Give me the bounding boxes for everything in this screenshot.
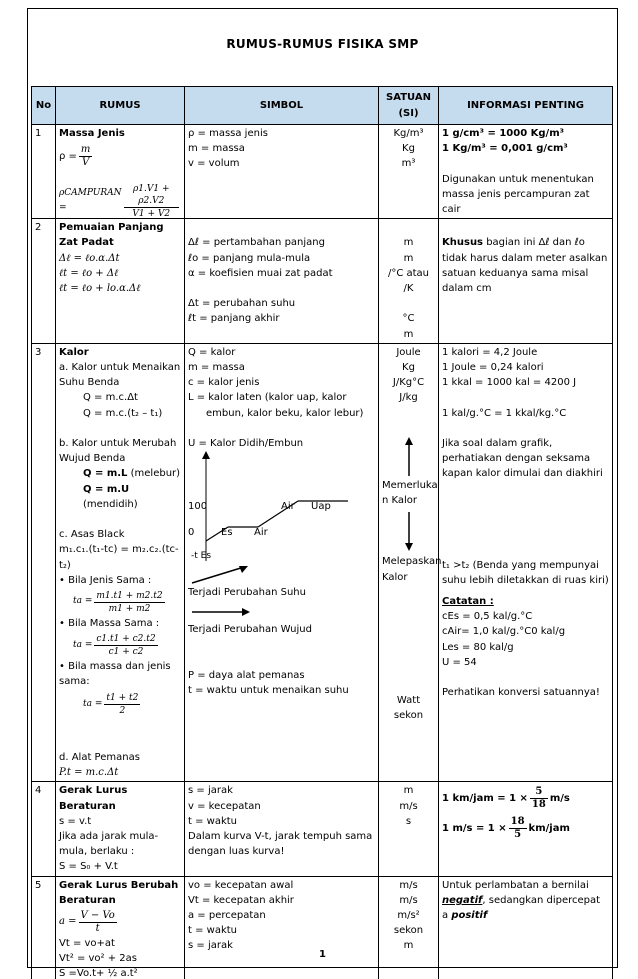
header-satuan: SATUAN (SI) [379, 87, 439, 125]
rumus-cell: Pemuaian Panjang Zat Padat Δℓ = ℓo.α.Δt ℓt = ℓo + Δℓ ℓt = ℓo + lo.α.Δℓ [56, 219, 185, 344]
page-title: RUMUS-RUMUS FISIKA SMP [226, 37, 419, 51]
table-row [32, 125, 613, 219]
down-arrow-icon [399, 508, 419, 552]
oblique-arrow-icon [188, 563, 278, 585]
label-100: 100 [188, 501, 208, 513]
heating-curve-diagram [188, 451, 375, 563]
satuan-cell: Joule Kg J/Kg°C J/kg Memerluka n Kalor Melepaskan Kalor Watt sekon [379, 343, 439, 782]
label-uap: Uap [311, 501, 331, 513]
satuan-cell: Kg/m³ Kg m³ [379, 125, 439, 219]
up-arrow-icon [399, 436, 419, 478]
rumus-cell [56, 125, 185, 219]
header-rumus: RUMUS [56, 87, 185, 125]
table-row [32, 876, 613, 979]
arrow-down [382, 508, 435, 554]
rumus-cell: Kalor a. Kalor untuk Menaikan Suhu Benda Q = m.c.Δt Q = m.c.(t₂ – t₁) b. Kalor untuk Merubah Wujud Benda Q = m.L (melebur) Q = m.U (mendidih) c. Asas Black m₁.c₁.(t₁-tc) = m₂.c₂.(tc-t₂) • Bila Jenis Sama : ta = $\frac{m1.t1 + m2.t2}{m1 + m2}$ • Bila Massa Sama : ta = $\frac{c1.t1 + c2.t2}{c1 + c2}$ • Bila massa dan jenis sama: ta = $\frac{t1 + t2}{2}$ d. Alat Pemanas P.t = m.c.Δt [56, 343, 185, 782]
simbol-cell: s = jarak v = kecepatan t = waktu Dalam kurva V-t, jarak tempuh sama dengan luas kurva! [185, 782, 379, 876]
row-number: 3 [32, 343, 56, 782]
arrow-horizontal [188, 600, 375, 622]
satuan-cell: m/s m/s m/s² sekon m [379, 876, 439, 979]
info-cell: 1 g/cm³ = 1000 Kg/m³ 1 Kg/m³ = 0,001 g/cm³ Digunakan untuk menentukan massa jenis percampuran zat cair [439, 125, 613, 219]
row-number: 4 [32, 782, 56, 876]
header-info: INFORMASI PENTING [439, 87, 613, 125]
satuan-cell: m m /°C atau /K °C m [379, 219, 439, 344]
formula: ρ = $\frac{m}{V}$ [59, 143, 91, 168]
label-tes: -t Es [191, 551, 212, 562]
arrow-oblique [188, 563, 375, 585]
simbol-cell: Δℓ = pertambahan panjang ℓo = panjang mula-mula α = koefisien muai zat padat Δt = perubahan suhu ℓt = panjang akhir [185, 219, 379, 344]
info-cell: Khusus bagian ini Δℓ dan ℓo tidak harus dalam meter asalkan satuan keduanya sama misal dalam cm [439, 219, 613, 344]
table-row [32, 343, 613, 782]
label-air-top: Air [281, 501, 295, 513]
header-simbol: SIMBOL [185, 87, 379, 125]
label-0: 0 [188, 527, 195, 539]
formula: ρCAMPURAN = $\frac{\rho 1.V1 + \rho 2.V2}{V1 + V2}$ [59, 186, 181, 216]
simbol-cell: ρ = massa jenis m = massa v = volum [185, 125, 379, 219]
simbol-cell: Q = kalor m = massa c = kalor jenis L = kalor laten (kalor uap, kalor embun, kalor beku, kalor lebur) U = Kalor Didih/Embun 100 Air Uap 0 Es Air -t Es Terjadi Perubahan Suhu Terjadi Perubahan Wujud P = daya alat pemanas t = waktu untuk menaikan suhu [185, 343, 379, 782]
info-cell: 1 kalori = 4,2 Joule 1 Joule = 0,24 kalori 1 kkal = 1000 kal = 4200 J 1 kal/g.°C = 1 kkal/kg.°C Jika soal dalam grafik, perhatiakan dengan seksama kapan kalor dimulai dan diakhiri t₁ >t₂ (Benda yang mempunyai suhu lebih diletakkan di ruas kiri) Catatan : cEs = 0,5 kal/g.°C cAir= 1,0 kal/g.°C0 kal/g Les = 80 kal/g U = 54 Perhatikan konversi satuannya! [439, 343, 613, 782]
header-no: No [32, 87, 56, 125]
row-number: 5 [32, 876, 56, 979]
table-row [32, 219, 613, 344]
formula-table [31, 86, 613, 979]
satuan-cell: m m/s s [379, 782, 439, 876]
document-page [27, 8, 618, 979]
row-number: 2 [32, 219, 56, 344]
arrow-up [382, 436, 435, 478]
simbol-cell: vo = kecepatan awal Vt = kecepatan akhir a = percepatan t = waktu s = jarak [185, 876, 379, 979]
info-cell: 1 km/jam = 1 × $\frac{5}{18}$ m/s 1 m/s = 1 × $\frac{18}{5}$ km/jam [439, 782, 613, 876]
y-axis-arrow [202, 451, 210, 459]
label-es: Es [221, 527, 233, 539]
table-header-row [32, 87, 613, 125]
table-row [32, 782, 613, 876]
page-number: 1 [319, 949, 326, 960]
horizontal-arrow-icon [188, 600, 278, 622]
info-cell: Untuk perlambatan a bernilai negatif, sedangkan dipercepat a positif [439, 876, 613, 979]
rumus-cell: Gerak Lurus Beraturan s = v.t Jika ada jarak mula-mula, berlaku : S = S₀ + V.t [56, 782, 185, 876]
row-number: 1 [32, 125, 56, 219]
rumus-cell: Gerak Lurus Berubah Beraturan a = $\frac{V - Vo}{t}$ Vt = vo+at Vt² = vo² + 2as S =Vo.t+ ½ a.t² [56, 876, 185, 979]
label-air-mid: Air [254, 527, 268, 539]
formula-title: Massa Jenis [59, 128, 125, 139]
